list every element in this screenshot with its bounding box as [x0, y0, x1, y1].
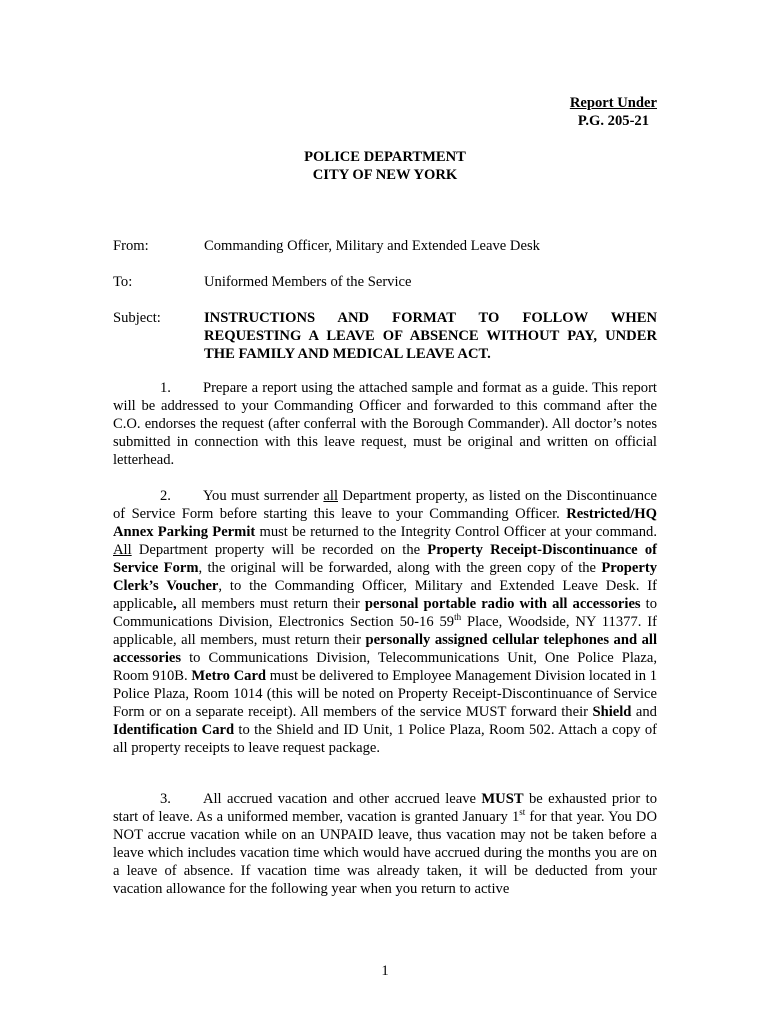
city-name: CITY OF NEW YORK: [312, 167, 458, 183]
p2-bold-shield: Shield: [592, 704, 632, 720]
p2-text-2: Department property, as listed on the Discontinuance of Service Form before starting this leave to your Commanding Officer.: [113, 488, 657, 522]
p3-text-3: for that year. You DO NOT accrue vacation while on an UNPAID leave, thus vacation may not be taken before a leave which includes vacation time which would have accrued during the months you are on a leave of absence. If vacation time was already taken, it will be deducted from your vacation allowance for the following year when you return to active: [113, 809, 657, 897]
subject-label: Subject:: [113, 310, 161, 326]
department-name: POLICE DEPARTMENT: [304, 149, 466, 165]
p2-bold-clerk-voucher: Property Clerk’s Voucher: [113, 560, 657, 594]
department-heading: [0, 148, 770, 184]
paragraph-2: [113, 487, 657, 757]
p2-text-6: , to the Commanding Officer, Military and Extended Leave Desk. If applicable: [113, 578, 657, 612]
paragraph-3-number: 3.: [160, 791, 171, 807]
p2-text-7: all members must return their: [176, 596, 365, 612]
report-reference: [570, 94, 657, 130]
p2-bold-radio: personal portable radio with all accessories: [364, 596, 641, 612]
paragraph-1-text: Prepare a report using the attached sample and format as a guide. This report will be addressed to your Commanding Officer and forwarded to this command after the C.O. endorses the request (after conferral with the Borough Commander). All doctor’s notes submitted in connection with this leave request, must be original and written on official letterhead.: [113, 380, 657, 468]
paragraph-3: [113, 790, 657, 898]
paragraph-2-number: 2.: [160, 488, 171, 504]
p2-text-13: to the Shield and ID Unit, 1 Police Plaza, Room 502. Attach a copy of all property receipts to leave request package.: [113, 722, 657, 756]
p2-text-3: must be returned to the Integrity Control Officer at your command.: [255, 524, 657, 540]
p2-text-10: to Communications Division, Telecommunications Unit, One Police Plaza, Room 910B.: [113, 650, 657, 684]
report-under-label: Report Under: [569, 95, 657, 111]
p3-text-1: All accrued vacation and other accrued leave: [202, 791, 482, 807]
p2-underlined-all-2: All: [113, 542, 132, 558]
from-value: Commanding Officer, Military and Extended Leave Desk: [204, 238, 540, 254]
p3-text-2: be exhausted prior to start of leave. As a uniformed member, vacation is granted January 1: [113, 791, 657, 825]
pg-reference: P.G. 205-21: [577, 113, 650, 129]
paragraph-1: [113, 379, 657, 469]
p2-bold-cellular: personally assigned cellular telephones and all accessories: [113, 632, 658, 666]
p2-superscript-th: th: [454, 612, 462, 623]
p2-bold-property-receipt: Property Receipt-Discontinuance of Service Form: [113, 542, 657, 576]
p2-text-1: You must surrender: [202, 488, 324, 504]
p2-text-8: to Communications Division, Electronics Section 50-16 59: [113, 596, 657, 630]
p2-text-5: , the original will be forwarded, along with the green copy of the: [198, 560, 602, 576]
to-value: Uniformed Members of the Service: [204, 274, 412, 290]
p3-superscript-st: st: [519, 807, 526, 818]
p2-bold-parking-permit: Restricted/HQ Annex Parking Permit: [113, 506, 657, 540]
subject-value: INSTRUCTIONS AND FORMAT TO FOLLOW WHEN REQUESTING A LEAVE OF ABSENCE WITHOUT PAY, UNDER THE FAMILY AND MEDICAL LEAVE ACT.: [204, 310, 657, 362]
p2-text-11: must be delivered to Employee Management Division located in 1 Police Plaza, Room 1014 (this will be noted on Property Receipt-Discontinuance of Service Form or on a separate receipt). All members of the service MUST forward their: [113, 668, 658, 720]
paragraph-1-number: 1.: [160, 380, 171, 396]
page-number: 1: [381, 963, 389, 979]
p3-bold-must: MUST: [481, 791, 524, 807]
p2-text-12: and: [631, 704, 657, 720]
p2-underlined-all: all: [323, 488, 338, 504]
from-label: From:: [113, 238, 149, 254]
p2-bold-comma: ,: [172, 596, 177, 612]
to-label: To:: [113, 274, 133, 290]
p2-text-4: Department property will be recorded on the: [131, 542, 428, 558]
p2-text-9: Place, Woodside, NY 11377. If applicable, all members, must return their: [113, 614, 657, 648]
p2-bold-metro-card: Metro Card: [191, 668, 267, 684]
p2-bold-id-card: Identification Card: [113, 722, 235, 738]
